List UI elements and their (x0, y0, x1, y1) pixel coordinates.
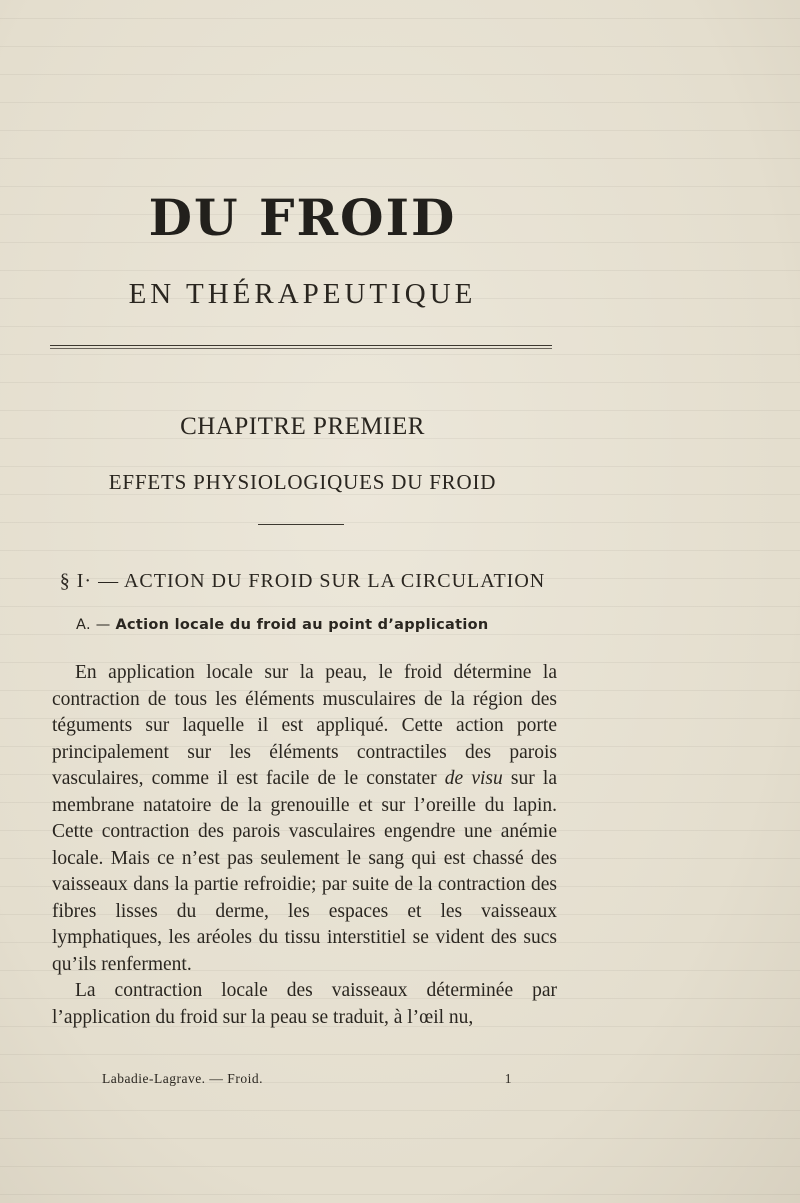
section-heading: § I· — ACTION DU FROID SUR LA CIRCULATION (59, 570, 546, 592)
paragraph-1-text-b: sur la membrane natatoire de la grenouille et sur l’oreille du lapin. Cette contraction des parois vasculaires engendre une anémie locale. Mais ce n’est pas seulement le sang qui est chassé des vaisseaux dans la partie refroidie; par suite de la contraction des fibres lisses du derme, les espaces et les vaisseaux lymphatiques, les aréoles du tissu interstitiel se vident des sucs qu’ils renferment. (52, 768, 557, 975)
chapter-title: CHAPITRE PREMIER (180, 413, 425, 440)
subsection-title: Action locale du froid au point d’application (115, 617, 489, 633)
subsection-letter: A. — (76, 617, 116, 633)
body-text (52, 660, 557, 1031)
book-subtitle: EN THÉRAPEUTIQUE (128, 278, 477, 310)
page-footer (102, 1071, 512, 1087)
paragraph-2: La contraction locale des vaisseaux déterminée par l’application du froid sur la peau se traduit, à l’œil nu, (52, 980, 557, 1028)
chapter-rule (258, 524, 344, 525)
signature-mark: 1 (504, 1071, 512, 1086)
title-rule (50, 345, 552, 349)
running-title: Labadie-Lagrave. — Froid. (102, 1071, 263, 1086)
paragraph-1-italic: de visu (444, 768, 503, 789)
chapter-subtitle: EFFETS PHYSIOLOGIQUES DU FROID (108, 470, 497, 494)
book-title: DU FROID (148, 188, 457, 247)
subsection-heading (76, 617, 489, 633)
paragraph-1 (52, 660, 557, 978)
paragraph-1-text-a: En application locale sur la peau, le froid détermine la contraction de tous les éléments musculaires de la région des téguments sur laquelle il est appliqué. Cette action porte principalement sur les éléments contractiles des parois vasculaires, comme il est facile de le constater (52, 662, 557, 789)
